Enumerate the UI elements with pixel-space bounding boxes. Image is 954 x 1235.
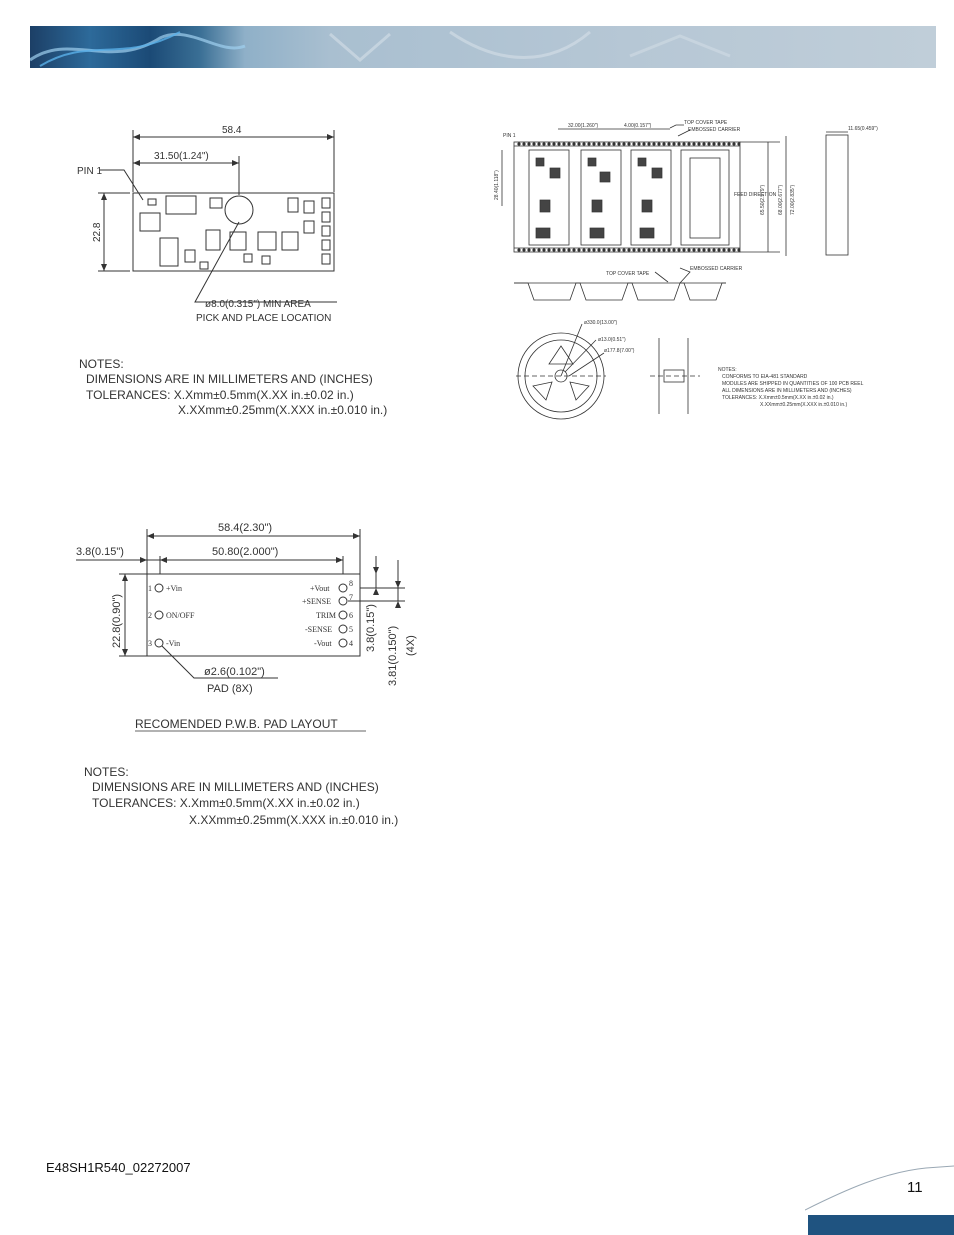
footer-bar: [808, 1215, 954, 1235]
tape-h1: 65.50(2.579"): [760, 184, 766, 215]
fig1-notes-line2: TOLERANCES: X.Xmm±0.5mm(X.XX in.±0.02 in.): [86, 388, 354, 402]
pad-total-width: 58.4(2.30"): [218, 522, 273, 534]
tape-feed-dir: FEED DIRECTION: [734, 192, 777, 198]
tape-side-dim: 28.40(1.118"): [494, 170, 500, 200]
page-number: 11: [907, 1179, 923, 1196]
fig1-pin-label: PIN 1: [77, 166, 103, 177]
pad-notes-line3: X.XXmm±0.25mm(X.XXX in.±0.010 in.): [189, 813, 399, 827]
tape-top-cover-2: TOP COVER TAPE: [606, 271, 650, 277]
tape-hole-pitch: 4.00(0.157"): [624, 123, 652, 129]
pin-1-name: +Vin: [166, 584, 183, 593]
pin-2-name: ON/OFF: [166, 611, 195, 620]
pin-4-name: -Vout: [314, 639, 332, 648]
tape-pitch: 32.00(1.260"): [568, 123, 599, 129]
tape-notes-title: NOTES:: [718, 367, 737, 373]
fig1-notes-line3: X.XXmm±0.25mm(X.XXX in.±0.010 in.): [178, 403, 388, 417]
tape-notes-l1: CONFORMS TO EIA-481 STANDARD: [722, 374, 808, 380]
tape-notes-l4: TOLERANCES: X.Xmm±0.5mm(X.XX in.±0.02 in.): [722, 395, 834, 401]
pin-7-name: +SENSE: [302, 597, 331, 606]
tape-pin-label: PIN 1: [503, 133, 516, 139]
pin-2-number: 2: [148, 611, 152, 620]
pin-8-number: 8: [349, 579, 353, 588]
pin-7-number: 7: [349, 593, 353, 602]
fig1-notes-title: NOTES:: [79, 357, 124, 371]
pad-diameter: ø2.6(0.102"): [204, 666, 265, 678]
fig1-pick-area: ø8.0(0.315") MIN AREA: [205, 299, 311, 310]
fig1-pin-offset-dim: 31.50(1.24"): [154, 151, 209, 162]
pad-notes-title: NOTES:: [84, 765, 129, 779]
pad-pitch-dim: 3.81(0.150"): [387, 625, 399, 686]
pad-inset-dim: 3.8(0.15"): [76, 546, 124, 558]
pin-5-name: -SENSE: [305, 625, 333, 634]
tape-embossed-2: EMBOSSED CARRIER: [690, 266, 743, 272]
pin-5-number: 5: [349, 625, 353, 634]
tape-notes-l3: ALL DIMENSIONS ARE IN MILLIMETERS AND (INCHES): [722, 388, 852, 394]
pad-edge-dim: 3.8(0.15"): [365, 604, 377, 652]
tape-h3: 72.00(2.835"): [790, 184, 796, 215]
reel-inner-diameter: ø177.8(7.00"): [604, 348, 635, 354]
tape-notes-l2: MODULES ARE SHIPPED IN QUANTITIES OF 100 PCB REEL: [722, 381, 864, 387]
pad-notes-line1: DIMENSIONS ARE IN MILLIMETERS AND (INCHES): [92, 780, 379, 794]
pad-count: PAD (8X): [207, 683, 253, 695]
tape-embossed: EMBOSSED CARRIER: [688, 127, 741, 133]
document-id: E48SH1R540_02272007: [46, 1160, 191, 1175]
reel-hub-diameter: ø13.0(0.51"): [598, 337, 626, 343]
pin-1-number: 1: [148, 584, 152, 593]
pin-3-name: -Vin: [166, 639, 181, 648]
tape-thickness: 11.65(0.459"): [848, 126, 878, 132]
fig1-width-dim: 58.4: [222, 125, 242, 136]
footer-corner-graphic: [805, 1160, 954, 1216]
tape-top-cover: TOP COVER TAPE: [684, 120, 728, 126]
pad-height-dim: 22.8(0.90"): [111, 593, 123, 648]
pad-notes-line2: TOLERANCES: X.Xmm±0.5mm(X.XX in.±0.02 in.): [92, 796, 360, 810]
fig1-height-dim: 22.8: [92, 222, 103, 242]
tape-notes-l5: X.XXmm±0.25mm(X.XXX in.±0.010 in.): [760, 402, 848, 408]
pin-8-name: +Vout: [310, 584, 330, 593]
pin-6-name: TRIM: [316, 611, 336, 620]
pin-6-number: 6: [349, 611, 353, 620]
reel-diameter: ø330.0(13.00"): [584, 320, 618, 326]
pad-layout-title: RECOMENDED P.W.B. PAD LAYOUT: [135, 717, 338, 731]
pin-4-number: 4: [349, 639, 353, 648]
fig1-pick-location: PICK AND PLACE LOCATION: [196, 313, 332, 324]
fig1-notes-line1: DIMENSIONS ARE IN MILLIMETERS AND (INCHES): [86, 372, 373, 386]
pad-pitch-count: (4X): [405, 635, 417, 656]
tape-h2: 68.00(2.677"): [778, 184, 784, 215]
pad-pin-span: 50.80(2.000"): [212, 546, 279, 558]
pin-3-number: 3: [148, 639, 152, 648]
